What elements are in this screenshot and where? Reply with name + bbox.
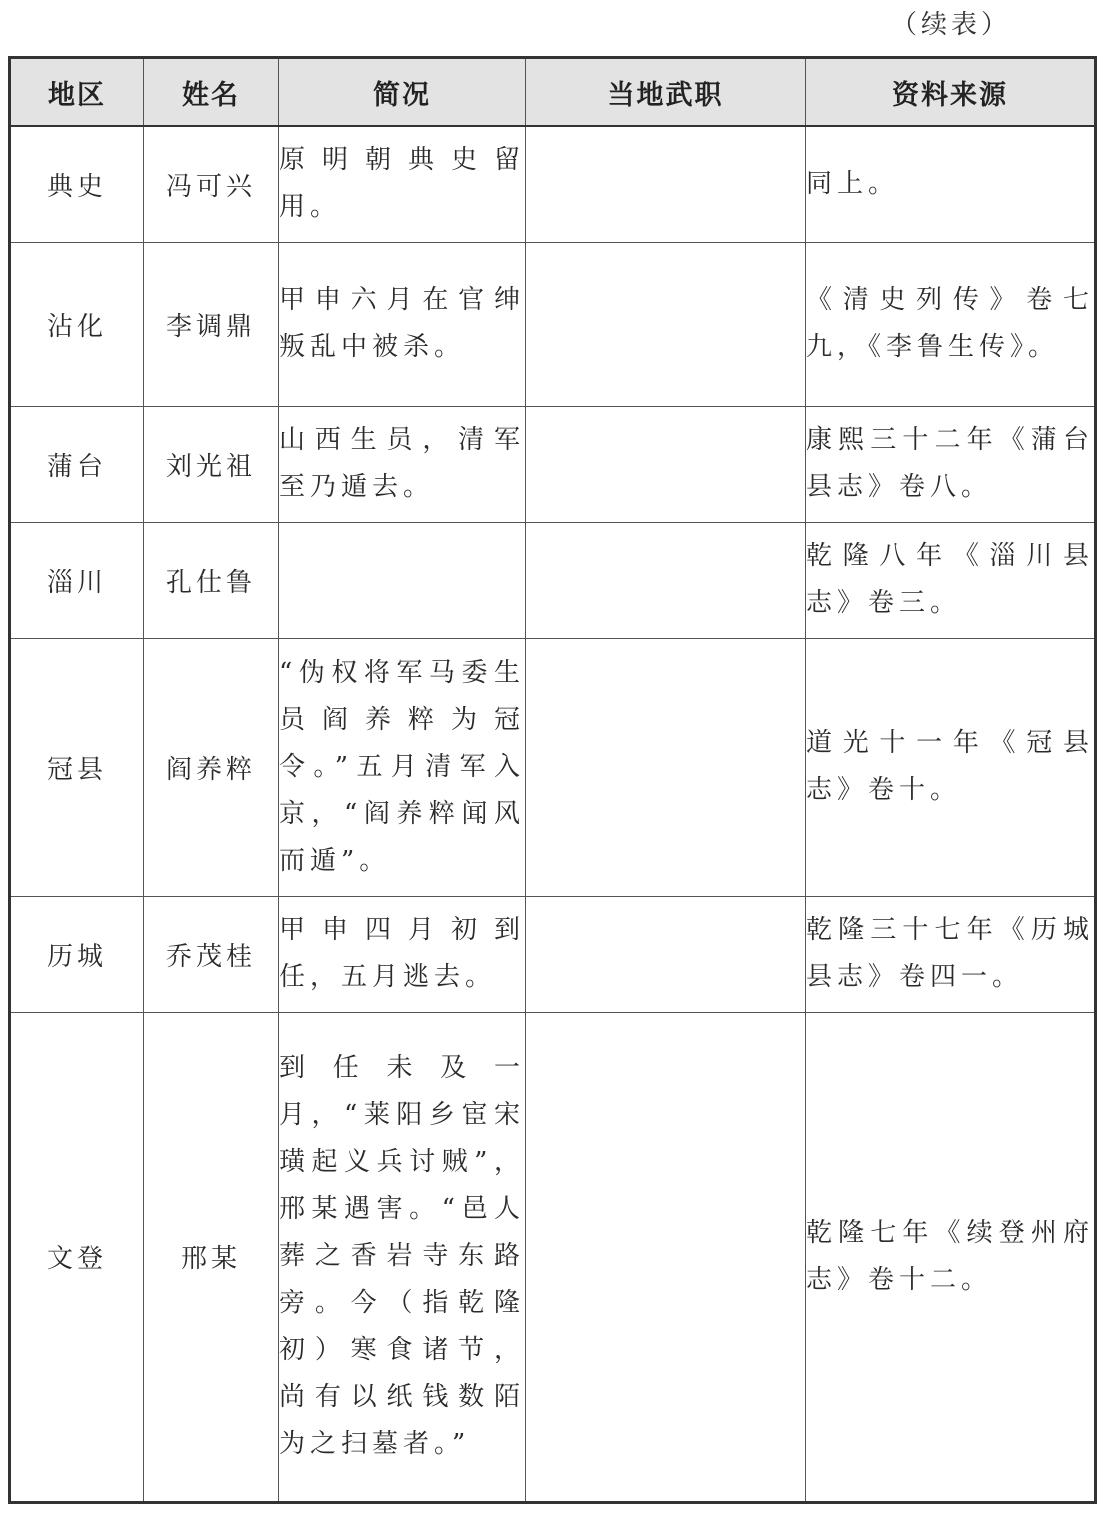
name-cell: 乔茂桂	[144, 896, 279, 1012]
local-post-cell	[526, 522, 806, 638]
region-cell: 典史	[10, 126, 144, 242]
continued-table-label: （续表）	[890, 10, 1011, 40]
source-cell: 乾隆三十七年《历城县志》卷四一。	[806, 896, 1096, 1012]
column-header-summary: 简况	[279, 58, 526, 127]
source-cell: 《清史列传》卷七九，《李鲁生传》。	[806, 242, 1096, 406]
name-cell: 刘光祖	[144, 406, 279, 522]
summary-cell: 甲申六月在官绅叛乱中被杀。	[279, 242, 526, 406]
summary-cell: 甲申四月初到任，五月逃去。	[279, 896, 526, 1012]
table-row	[10, 1012, 1096, 1502]
table-row	[10, 896, 1096, 1012]
source-cell: 道光十一年《冠县志》卷十。	[806, 638, 1096, 896]
column-header-local-post: 当地武职	[526, 58, 806, 127]
name-cell: 阎养粹	[144, 638, 279, 896]
region-cell: 蒲台	[10, 406, 144, 522]
table-row	[10, 126, 1096, 242]
table-row	[10, 638, 1096, 896]
summary-cell: “伪权将军马委生员阎养粹为冠令。”五月清军入京，“阎养粹闻风而遁”。	[279, 638, 526, 896]
column-header-name: 姓名	[144, 58, 279, 127]
source-cell: 乾隆七年《续登州府志》卷十二。	[806, 1012, 1096, 1502]
local-post-cell	[526, 242, 806, 406]
column-header-region: 地区	[10, 58, 144, 127]
local-post-cell	[526, 126, 806, 242]
source-cell: 同上。	[806, 126, 1096, 242]
name-cell: 冯可兴	[144, 126, 279, 242]
source-cell: 康熙三十二年《蒲台县志》卷八。	[806, 406, 1096, 522]
officials-table	[8, 56, 1097, 1504]
table-header-row	[10, 58, 1096, 127]
region-cell: 文登	[10, 1012, 144, 1502]
local-post-cell	[526, 406, 806, 522]
source-cell: 乾隆八年《淄川县志》卷三。	[806, 522, 1096, 638]
summary-cell: 原明朝典史留用。	[279, 126, 526, 242]
name-cell: 邢某	[144, 1012, 279, 1502]
summary-cell	[279, 522, 526, 638]
region-cell: 淄川	[10, 522, 144, 638]
local-post-cell	[526, 896, 806, 1012]
local-post-cell	[526, 638, 806, 896]
table-row	[10, 522, 1096, 638]
summary-cell: 到任未及一月，“莱阳乡宦宋璜起义兵讨贼”，邢某遇害。“邑人葬之香岩寺东路旁。今（指乾隆初）寒食诸节，尚有以纸钱数陌为之扫墓者。”	[279, 1012, 526, 1502]
table-row	[10, 242, 1096, 406]
summary-cell: 山西生员，清军至乃遁去。	[279, 406, 526, 522]
region-cell: 冠县	[10, 638, 144, 896]
name-cell: 孔仕鲁	[144, 522, 279, 638]
table-row	[10, 406, 1096, 522]
local-post-cell	[526, 1012, 806, 1502]
column-header-source: 资料来源	[806, 58, 1096, 127]
name-cell: 李调鼎	[144, 242, 279, 406]
region-cell: 沾化	[10, 242, 144, 406]
region-cell: 历城	[10, 896, 144, 1012]
